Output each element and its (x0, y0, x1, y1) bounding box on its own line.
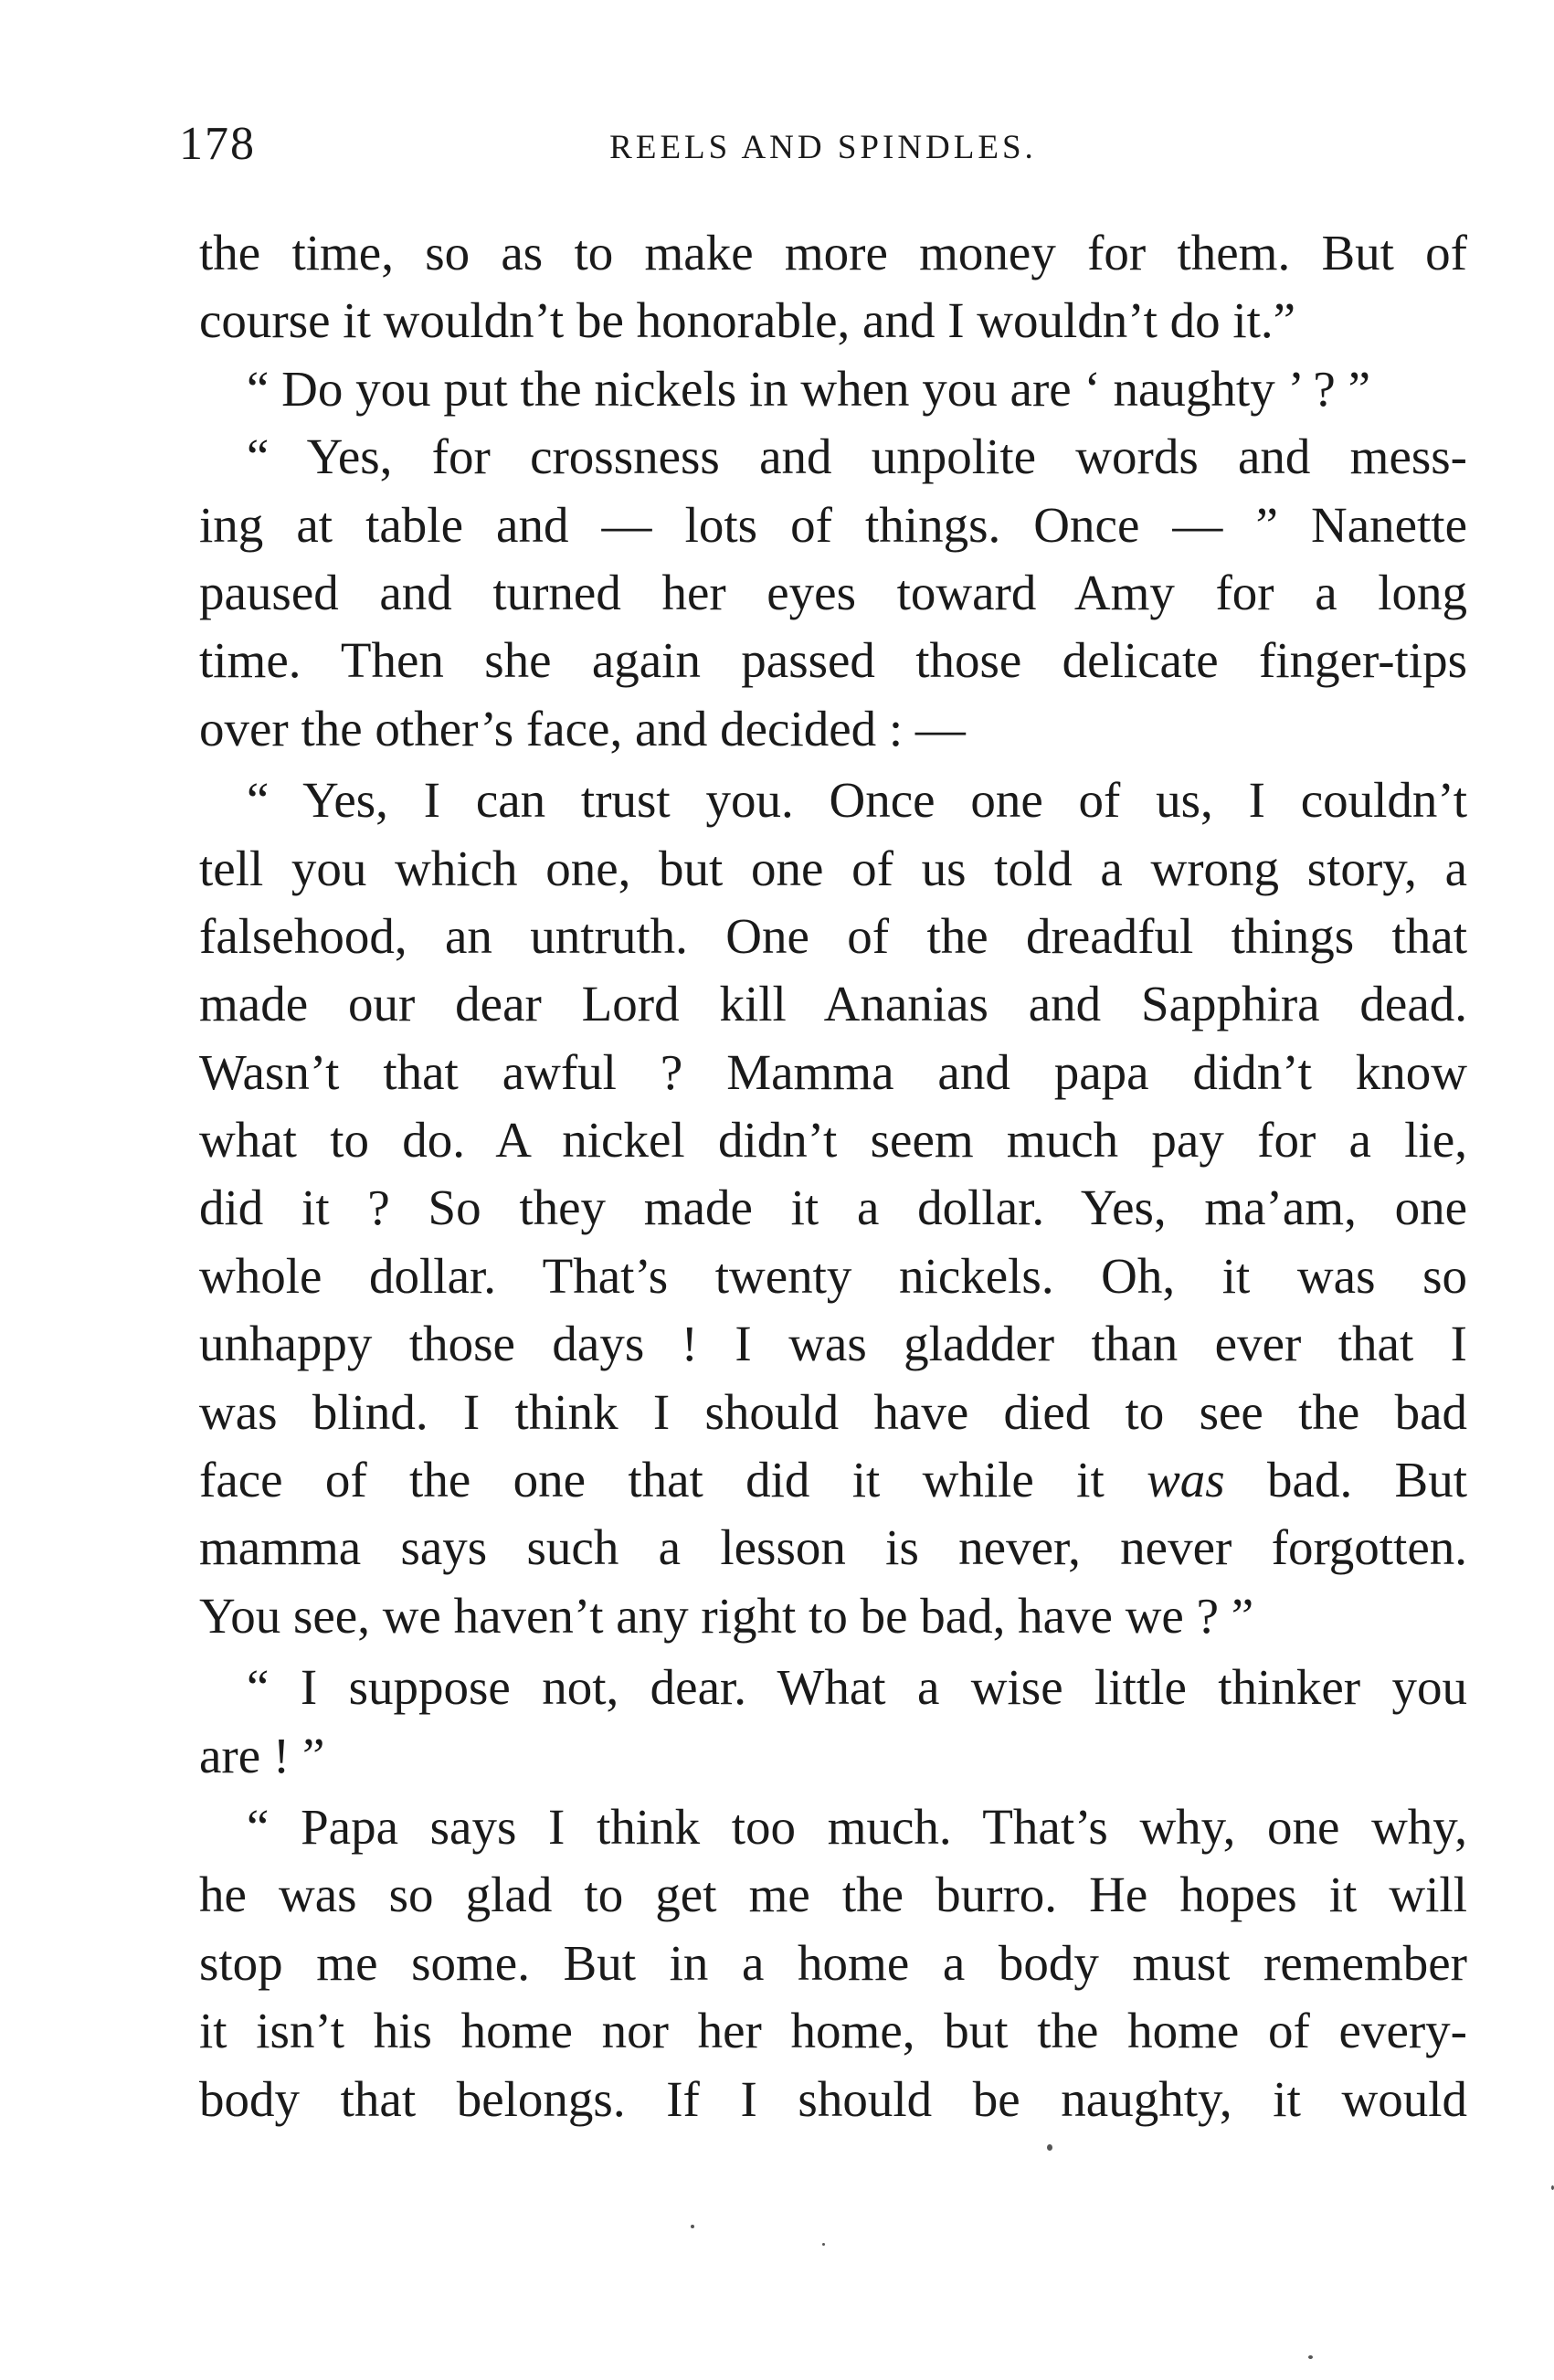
text-line: what to do. A nickel didn’t seem much pay for a lie, (199, 1112, 1467, 1169)
text-line: “ Do you put the nickels in when you are ‘ naughty ’ ? ” (247, 360, 1371, 417)
page-header (179, 117, 1467, 181)
running-title: REELS AND SPINDLES. (609, 129, 1037, 166)
text-line: unhappy those days ! I was gladder than ever that I (199, 1316, 1467, 1372)
text-line: stop me some. But in a home a body must remember (199, 1934, 1467, 1991)
text-line: “ I suppose not, dear. What a wise little thinker you (247, 1659, 1467, 1716)
text-line: ing at table and — lots of things. Once — ” Nanette (199, 496, 1467, 553)
text-line: whole dollar. That’s twenty nickels. Oh, it was so (199, 1247, 1467, 1304)
text-line: You see, we haven’t any right to be bad, have we ? ” (199, 1587, 1254, 1644)
text-line: tell you which one, but one of us told a wrong story, a (199, 840, 1467, 896)
paper-speck (822, 2243, 825, 2246)
text-line: body that belongs. If I should be naughty, it would (199, 2070, 1467, 2127)
text-line: he was so glad to get me the burro. He hopes it will (199, 1867, 1467, 1923)
paper-speck (691, 2225, 694, 2228)
text-fragment: face of the one that did it while it (199, 1452, 1105, 1508)
text-line: was blind. I think I should have died to see the bad (199, 1383, 1467, 1440)
text-line-with-emphasis (199, 1446, 1467, 1514)
text-line: Wasn’t that awful ? Mamma and papa didn’t know (199, 1043, 1467, 1100)
text-line: time. Then she again passed those delicate finger-tips (199, 632, 1467, 689)
text-fragment: bad. But (1267, 1452, 1467, 1508)
text-line: mamma says such a lesson is never, never forgotten. (199, 1519, 1467, 1576)
text-line: “ Papa says I think too much. That’s why, one why, (247, 1798, 1467, 1855)
text-line: course it wouldn’t be honorable, and I wouldn’t do it.” (199, 292, 1296, 349)
text-line: did it ? So they made it a dollar. Yes, ma’am, one (199, 1179, 1467, 1236)
italic-word: was (1147, 1452, 1225, 1508)
text-line: “ Yes, I can trust you. Once one of us, I couldn’t (247, 772, 1467, 829)
text-line: falsehood, an untruth. One of the dreadful things that (199, 907, 1467, 964)
text-line: made our dear Lord kill Ananias and Sapphira dead. (199, 976, 1467, 1032)
text-line: the time, so as to make more money for them. But of (199, 225, 1467, 280)
text-line: are ! ” (199, 1727, 325, 1783)
paper-speck (1047, 2144, 1052, 2151)
page-number: 178 (179, 118, 256, 170)
text-line: over the other’s face, and decided : — (199, 700, 966, 756)
text-line: “ Yes, for crossness and unpolite words and mess- (247, 428, 1467, 485)
text-line: it isn’t his home nor her home, but the home of every- (199, 2003, 1467, 2059)
paper-speck (1308, 2355, 1313, 2359)
body-text (199, 219, 1467, 2133)
text-line: paused and turned her eyes toward Amy for a long (199, 564, 1467, 620)
